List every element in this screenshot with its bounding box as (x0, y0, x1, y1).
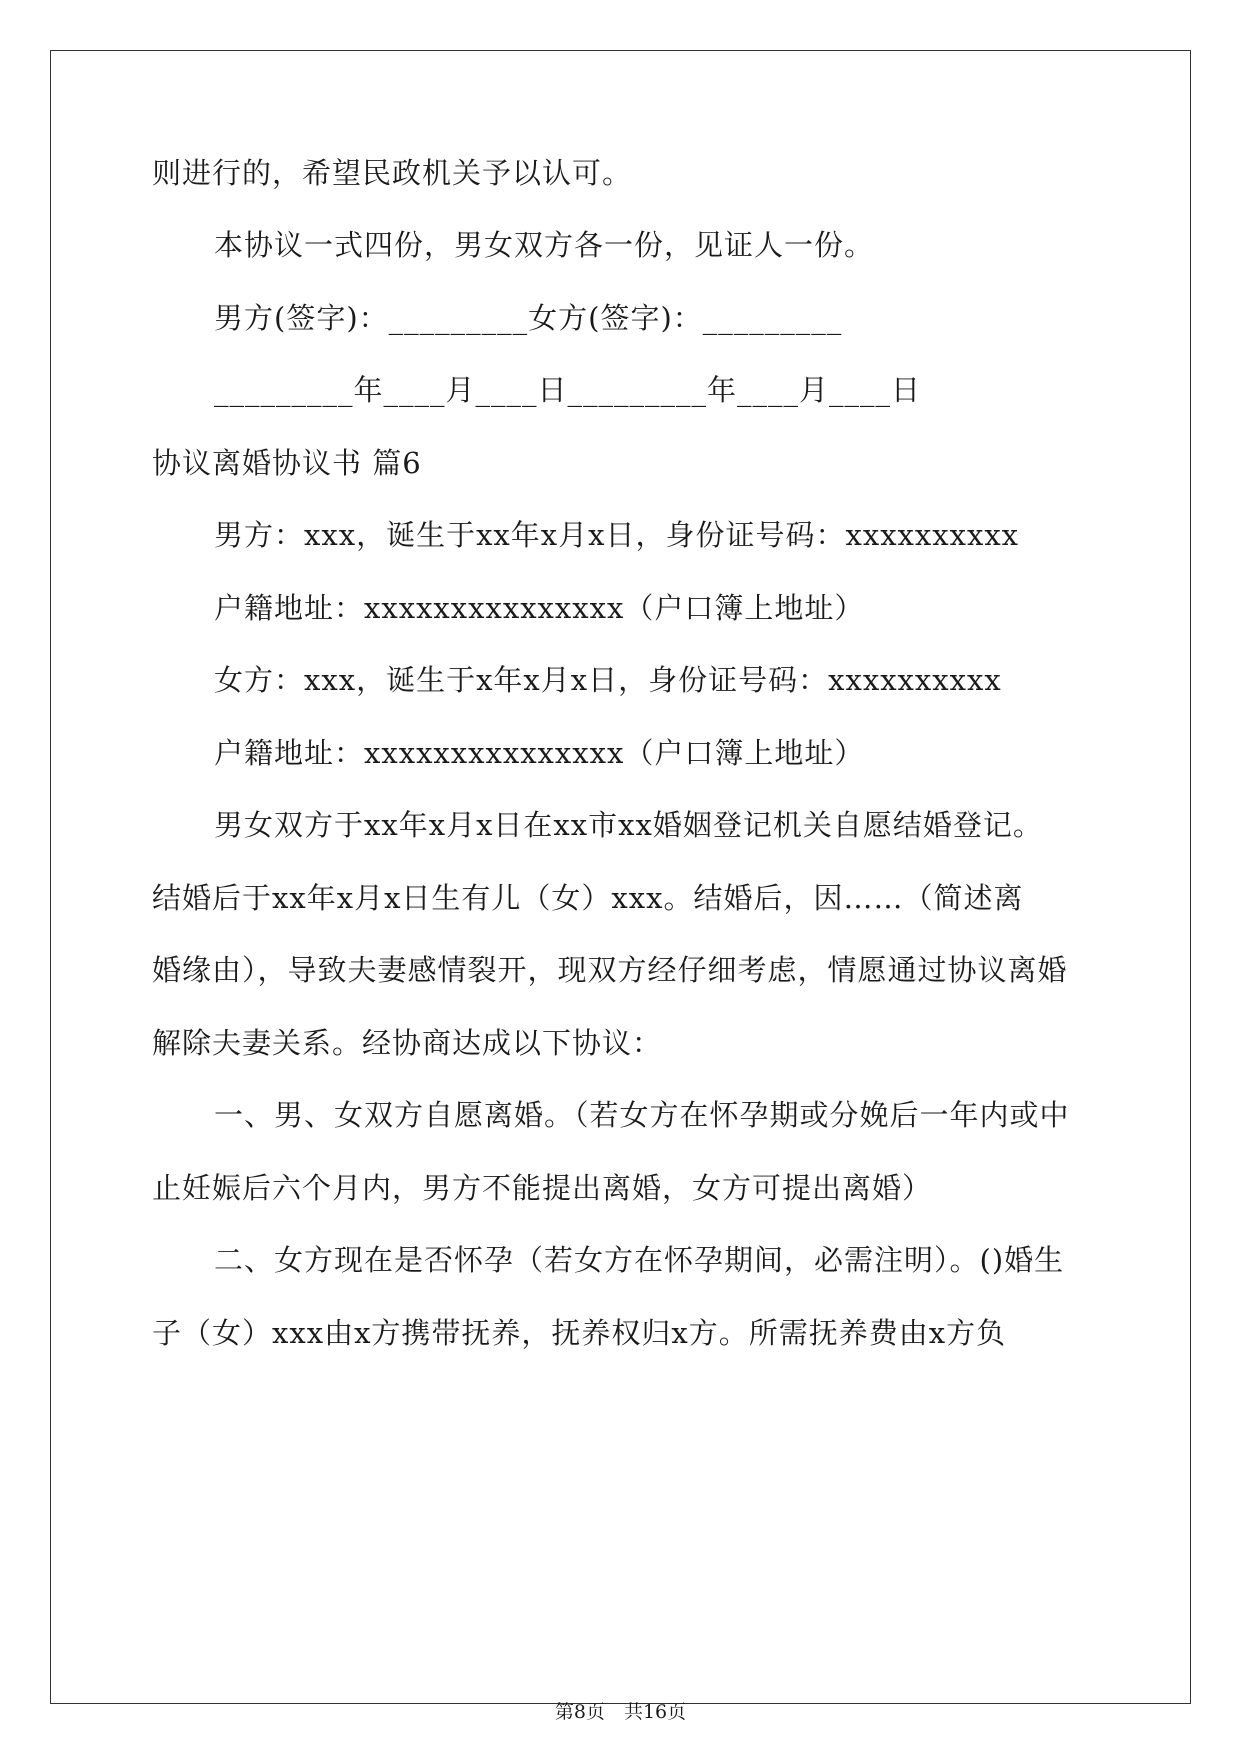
text-line: 本协议一式四份，男女双方各一份，见证人一份。 (214, 228, 875, 262)
text-line: 子（女）xxx由x方携带抚养，抚养权归x方。所需抚养费由x方负 (152, 1316, 1007, 1350)
text-line: 户籍地址：xxxxxxxxxxxxxxx（户口簿上地址） (214, 591, 865, 625)
text-line: 女方：xxx，诞生于x年x月x日，身份证号码：xxxxxxxxxx (214, 663, 1002, 697)
text-line: 则进行的，希望民政机关予以认可。 (152, 156, 633, 190)
signature-line: 男方(签字)：_________女方(签字)：_________ (214, 301, 843, 335)
section-heading: 协议离婚协议书 篇6 (152, 446, 422, 480)
text-line: 男女双方于xx年x月x日在xx市xx婚姻登记机关自愿结婚登记。 (214, 808, 1043, 842)
text-line: 解除夫妻关系。经协商达成以下协议： (152, 1026, 663, 1060)
text-line: 户籍地址：xxxxxxxxxxxxxxx（户口簿上地址） (214, 736, 865, 770)
text-line: 男方：xxx，诞生于xx年x月x日，身份证号码：xxxxxxxxxx (214, 518, 1020, 552)
text-line: 一、男、女双方自愿离婚。（若女方在怀孕期或分娩后一年内或中 (214, 1098, 1070, 1132)
text-line: 结婚后于xx年x月x日生有儿（女）xxx。结婚后，因……（简述离 (152, 881, 1024, 915)
text-line: 婚缘由），导致夫妻感情裂开，现双方经仔细考虑，情愿通过协议离婚 (152, 953, 1068, 987)
page-number: 第8页 共16页 (554, 1701, 687, 1723)
text-line: 止妊娠后六个月内，男方不能提出离婚，女方可提出离婚） (152, 1171, 933, 1205)
date-line: _________年____月____日_________年____月____日 (214, 373, 922, 407)
text-line: 二、女方现在是否怀孕（若女方在怀孕期间，必需注明）。()婚生 (214, 1243, 1065, 1277)
